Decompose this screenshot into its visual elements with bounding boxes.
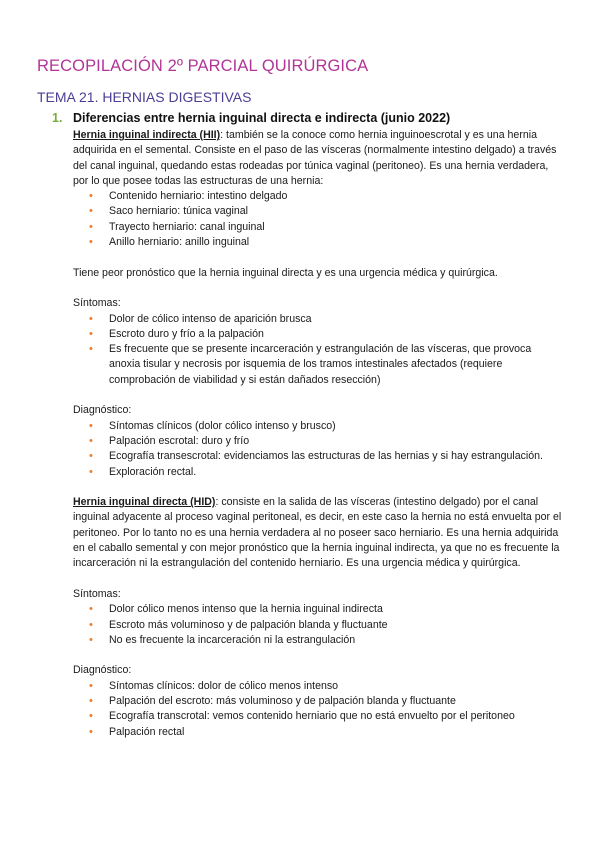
answer-body (73, 128, 563, 740)
bullet-icon: • (89, 710, 93, 723)
bullet-icon: • (89, 327, 93, 340)
bullet-icon: • (89, 465, 93, 478)
list-item: • Saco herniario: túnica vaginal (109, 204, 563, 219)
list-item: • Dolor cólico menos intenso que la hernia inguinal indirecta (109, 602, 563, 617)
bullet-icon: • (89, 205, 93, 218)
list-item: • Contenido herniario: intestino delgado (109, 189, 563, 204)
hid-intro-text: : consiste en la salida de las vísceras (intestino delgado) por el canal inguinal adyacente al proceso vaginal peritoneal, es decir, en este caso la hernia no está envuelta por el peritoneo. Por lo tanto no es una hernia verdadera al no poseer saco herniario. Es una hernia adquirida en el caballo semental y con mejor pronóstico que la hernia inguinal indirecta, ya que no es frecuente la incarceración ni la estrangulación del contenido herniario. Es una urgencia médica y quirúrgica. (73, 496, 562, 570)
hid-symptoms-label: Síntomas: (73, 587, 121, 600)
list-item: • Dolor de cólico intenso de aparición brusca (109, 312, 563, 327)
hii-intro-paragraph (73, 128, 563, 189)
question-number: 1. (52, 111, 63, 125)
bullet-icon: • (89, 190, 93, 203)
hii-symptoms-label: Síntomas: (73, 297, 121, 310)
hii-prognosis: Tiene peor pronóstico que la hernia inguinal directa y es una urgencia médica y quirúrgica. (73, 266, 498, 279)
list-item: • Anillo herniario: anillo inguinal (109, 235, 563, 250)
bullet-icon: • (89, 603, 93, 616)
hid-term: Hernia inguinal directa (HID) (73, 496, 216, 509)
topic-heading: TEMA 21. HERNIAS DIGESTIVAS (37, 89, 252, 105)
hii-diagnosis-label: Diagnóstico: (73, 404, 132, 417)
hid-diagnosis-list (73, 679, 563, 740)
document-title: RECOPILACIÓN 2º PARCIAL QUIRÚRGICA (37, 57, 369, 75)
list-item: • Trayecto herniario: canal inguinal (109, 220, 563, 235)
list-item: • Escroto más voluminoso y de palpación blanda y fluctuante (109, 618, 563, 633)
bullet-icon: • (89, 343, 93, 356)
list-item: • Palpación del escroto: más voluminoso y de palpación blanda y fluctuante (109, 694, 563, 709)
list-item: • Es frecuente que se presente incarceración y estrangulación de las vísceras, que provoca anoxia tisular y necrosis por isquemia de los tramos intestinales afectados (requiere comprobación de viabilidad y si están dañados resección) (89, 343, 532, 386)
list-item: • Escroto duro y frío a la palpación (109, 327, 563, 342)
hid-symptoms-list (73, 602, 563, 648)
hid-intro-paragraph (73, 495, 563, 571)
bullet-icon: • (89, 633, 93, 646)
hid-diagnosis-label: Diagnóstico: (73, 664, 132, 677)
list-item: • Síntomas clínicos: dolor de cólico menos intenso (109, 679, 563, 694)
hii-structures-list (73, 189, 563, 250)
list-item: • Exploración rectal. (109, 465, 563, 480)
bullet-icon: • (89, 618, 93, 631)
list-item: • Ecografía transescrotal: evidenciamos las estructuras de las hernias y si hay estrangulación. (109, 449, 563, 464)
question-title: Diferencias entre hernia inguinal directa e indirecta (junio 2022) (73, 111, 451, 125)
list-item: • Palpación escrotal: duro y frío (109, 434, 563, 449)
bullet-icon: • (89, 679, 93, 692)
bullet-icon: • (89, 450, 93, 463)
hii-term: Hernia inguinal indirecta (HII) (73, 129, 221, 141)
bullet-icon: • (89, 312, 93, 325)
hii-diagnosis-list (73, 419, 563, 480)
list-item: • Síntomas clínicos (dolor cólico intenso y brusco) (109, 419, 563, 434)
list-item: • No es frecuente la incarceración ni la estrangulación (109, 633, 563, 648)
hii-intro-text: : también se la conoce como hernia inguinoescrotal y es una hernia adquirida en el semental. Consiste en el paso de las vísceras (normalmente intestino delgado) a través del canal inguinal, quedando estas rodeadas por túnica vaginal (peritoneo). Es una hernia verdadera, por lo que posee todas las estructuras de una hernia: (73, 129, 557, 187)
bullet-icon: • (89, 434, 93, 447)
bullet-icon: • (89, 220, 93, 233)
list-item: • Ecografía transcrotal: vemos contenido herniario que no está envuelto por el peritoneo (109, 709, 563, 724)
bullet-icon: • (89, 236, 93, 249)
bullet-icon: • (89, 725, 93, 738)
bullet-icon: • (89, 694, 93, 707)
bullet-icon: • (89, 419, 93, 432)
hii-symptoms-list (73, 312, 563, 388)
list-item: • Palpación rectal (109, 725, 563, 740)
